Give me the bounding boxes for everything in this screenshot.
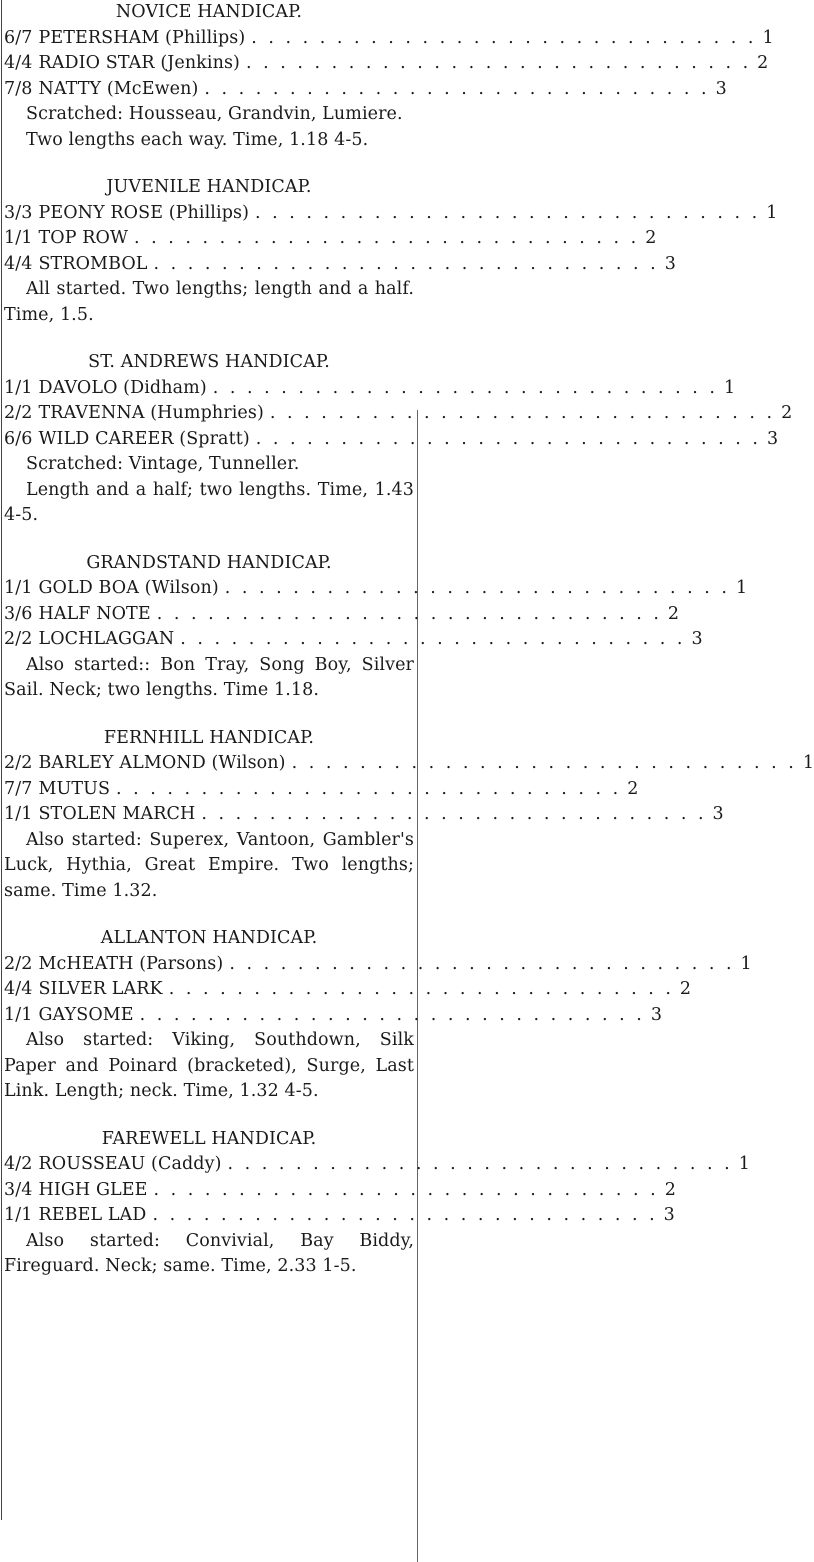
- odds: 1/1: [4, 377, 33, 398]
- placing-row: [4, 602, 680, 628]
- leader-dots: . . . . . . . . . . . . . . . . . . . . . . . . . . . . . .: [204, 78, 710, 99]
- race-title: ST. ANDREWS HANDICAP.: [88, 352, 330, 372]
- odds: 3/4: [4, 1179, 33, 1200]
- column-rule-left: [1, 0, 2, 1520]
- race-note: All started. Two lengths; length and a half. Time, 1.5.: [4, 279, 414, 325]
- leader-dots: . . . . . . . . . . . . . . . . . . . . . . . . . . . . . .: [134, 228, 640, 248]
- finishing-position: 1: [738, 1154, 750, 1174]
- placing-row: [4, 777, 639, 803]
- horse-name: McHEATH (Parsons): [38, 953, 224, 974]
- odds: 7/7: [4, 778, 33, 799]
- odds: 7/8: [4, 78, 33, 99]
- placing-row: [4, 977, 692, 1003]
- placing-row: [4, 1152, 750, 1178]
- horse-name: STROMBOL: [38, 253, 148, 274]
- leader-dots: . . . . . . . . . . . . . . . . . . . . . . . . . . . . . .: [255, 428, 761, 449]
- race-note: Also started: Superex, Vantoon, Gambler's Luck, Hythia, Great Empire. Two lengths; same. Time 1.32.: [4, 829, 414, 901]
- race-note: Length and a half; two lengths. Time, 1.43 4-5.: [4, 479, 414, 525]
- horse-name: MUTUS: [38, 778, 111, 799]
- horse-name: REBEL LAD: [38, 1205, 147, 1225]
- results-column: [4, 0, 814, 1302]
- finishing-position: 3: [650, 1004, 663, 1025]
- horse-name: TRAVENNA (Humphries): [38, 403, 264, 423]
- odds: 6/6: [4, 428, 33, 449]
- odds: 6/7: [4, 27, 33, 48]
- race-title: FAREWELL HANDICAP.: [101, 1128, 317, 1149]
- placing-row: [4, 376, 736, 402]
- odds: 2/2: [4, 629, 33, 649]
- placing-row: [4, 1203, 675, 1229]
- finishing-position: 2: [667, 603, 680, 624]
- placing-row: [4, 751, 814, 777]
- placing-row: [4, 252, 676, 278]
- race-title: ALLANTON HANDICAP.: [100, 928, 318, 948]
- odds: 4/4: [4, 53, 33, 73]
- odds: 4/4: [4, 979, 33, 999]
- horse-name: BARLEY ALMOND (Wilson): [38, 753, 286, 773]
- odds: 4/4: [4, 253, 33, 274]
- placing-row: [4, 226, 657, 252]
- finishing-position: 3: [715, 78, 727, 99]
- leader-dots: . . . . . . . . . . . . . . . . . . . . . . . . . . . . . .: [139, 1004, 645, 1025]
- leader-dots: . . . . . . . . . . . . . . . . . . . . . . . . . . . . . .: [245, 53, 752, 73]
- placing-row: [4, 1003, 663, 1029]
- placing-row: [4, 952, 752, 978]
- horse-name: TOP ROW: [38, 228, 129, 248]
- placing-row: [4, 201, 778, 227]
- race-title: NOVICE HANDICAP.: [115, 2, 303, 22]
- leader-dots: . . . . . . . . . . . . . . . . . . . . . . . . . . . . . .: [201, 804, 707, 824]
- horse-name: HIGH GLEE: [38, 1179, 148, 1200]
- finishing-position: 2: [781, 403, 793, 423]
- finishing-position: 1: [740, 953, 752, 974]
- horse-name: ROUSSEAU (Caddy): [38, 1154, 222, 1174]
- finishing-position: 2: [757, 53, 769, 73]
- placing-row: [4, 77, 727, 103]
- finishing-position: 3: [712, 804, 724, 824]
- horse-name: STOLEN MARCH: [38, 804, 196, 824]
- horse-name: DAVOLO (Didham): [38, 377, 207, 398]
- horse-name: NATTY (McEwen): [38, 78, 199, 99]
- race-note: Scratched: Vintage, Tunneller.: [26, 454, 300, 474]
- leader-dots: . . . . . . . . . . . . . . . . . . . . . . . . . . . . . .: [229, 953, 735, 974]
- race-block: [4, 175, 778, 328]
- odds: 1/1: [4, 578, 33, 598]
- finishing-position: 2: [645, 228, 657, 248]
- leader-dots: . . . . . . . . . . . . . . . . . . . . . . . . . . . . . .: [116, 778, 622, 799]
- finishing-position: 3: [691, 629, 703, 649]
- horse-name: GAYSOME: [38, 1004, 134, 1025]
- leader-dots: . . . . . . . . . . . . . . . . . . . . . . . . . . . . . .: [156, 603, 662, 624]
- horse-name: GOLD BOA (Wilson): [38, 578, 219, 598]
- leader-dots: . . . . . . . . . . . . . . . . . . . . . . . . . . . . . .: [291, 753, 797, 773]
- finishing-position: 1: [762, 27, 774, 48]
- odds: 1/1: [4, 228, 33, 248]
- finishing-position: 3: [663, 1205, 675, 1225]
- leader-dots: . . . . . . . . . . . . . . . . . . . . . . . . . . . . . .: [152, 1205, 658, 1225]
- race-note: Also started:: Bon Tray, Song Boy, Silver Sail. Neck; two lengths. Time 1.18.: [4, 654, 414, 700]
- odds: 2/2: [4, 403, 33, 423]
- odds: 2/2: [4, 953, 33, 974]
- placing-row: [4, 26, 774, 52]
- finishing-position: 2: [679, 979, 692, 999]
- leader-dots: . . . . . . . . . . . . . . . . . . . . . . . . . . . . . .: [153, 1179, 659, 1200]
- odds: 3/6: [4, 603, 33, 624]
- finishing-position: 2: [664, 1179, 676, 1200]
- finishing-position: 3: [664, 253, 676, 274]
- odds: 1/1: [4, 1004, 33, 1025]
- leader-dots: . . . . . . . . . . . . . . . . . . . . . . . . . . . . . .: [153, 253, 659, 274]
- odds: 1/1: [4, 804, 33, 824]
- odds: 2/2: [4, 753, 33, 773]
- finishing-position: 2: [627, 778, 639, 799]
- leader-dots: . . . . . . . . . . . . . . . . . . . . . . . . . . . . . .: [224, 578, 730, 598]
- horse-name: LOCHLAGGAN: [38, 629, 175, 649]
- horse-name: PETERSHAM (Phillips): [38, 27, 246, 48]
- finishing-position: 1: [766, 202, 778, 223]
- race-block: [4, 926, 752, 1105]
- leader-dots: . . . . . . . . . . . . . . . . . . . . . . . . . . . . . .: [251, 27, 757, 48]
- finishing-position: 1: [723, 377, 736, 398]
- placing-row: [4, 427, 779, 453]
- race-block: [4, 1127, 750, 1280]
- leader-dots: . . . . . . . . . . . . . . . . . . . . . . . . . . . . . .: [168, 979, 674, 999]
- leader-dots: . . . . . . . . . . . . . . . . . . . . . . . . . . . . . .: [269, 403, 776, 423]
- race-title: FERNHILL HANDICAP.: [103, 727, 315, 748]
- horse-name: PEONY ROSE (Phillips): [38, 202, 250, 223]
- race-note: Two lengths each way. Time, 1.18 4-5.: [26, 129, 369, 150]
- race-block: [4, 0, 774, 153]
- odds: 3/3: [4, 202, 33, 223]
- placing-row: [4, 51, 769, 77]
- finishing-position: 1: [802, 753, 814, 773]
- leader-dots: . . . . . . . . . . . . . . . . . . . . . . . . . . . . . .: [255, 202, 761, 223]
- placing-row: [4, 802, 724, 828]
- race-note: Also started: Convivial, Bay Biddy, Fireguard. Neck; same. Time, 2.33 1-5.: [4, 1230, 414, 1276]
- horse-name: SILVER LARK: [38, 979, 163, 999]
- horse-name: HALF NOTE: [38, 603, 151, 624]
- race-note: Also started: Viking, Southdown, Silk Paper and Poinard (bracketed), Surge, Last Link. Length; neck. Time, 1.32 4-5.: [4, 1030, 414, 1101]
- leader-dots: . . . . . . . . . . . . . . . . . . . . . . . . . . . . . .: [180, 629, 686, 649]
- race-block: [4, 551, 748, 704]
- odds: 1/1: [4, 1205, 33, 1225]
- finishing-position: 1: [735, 578, 748, 598]
- race-block: [4, 350, 793, 529]
- horse-name: RADIO STAR (Jenkins): [38, 53, 240, 73]
- race-note: Scratched: Housseau, Grandvin, Lumiere.: [26, 104, 403, 124]
- finishing-position: 3: [767, 428, 779, 449]
- placing-row: [4, 1178, 676, 1204]
- race-block: [4, 726, 814, 905]
- placing-row: [4, 627, 703, 653]
- placing-row: [4, 401, 793, 427]
- horse-name: WILD CAREER (Spratt): [38, 428, 250, 449]
- odds: 4/2: [4, 1154, 33, 1174]
- placing-row: [4, 576, 748, 602]
- race-title: GRANDSTAND HANDICAP.: [86, 552, 332, 573]
- leader-dots: . . . . . . . . . . . . . . . . . . . . . . . . . . . . . .: [227, 1154, 733, 1174]
- leader-dots: . . . . . . . . . . . . . . . . . . . . . . . . . . . . . .: [212, 377, 718, 398]
- race-title: JUVENILE HANDICAP.: [106, 177, 312, 197]
